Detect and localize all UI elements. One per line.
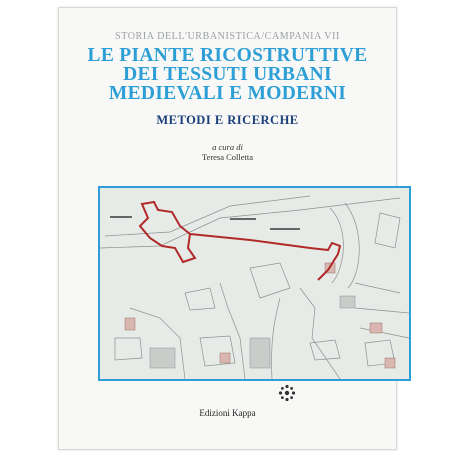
title-line-1: LE PIANTE RICOSTRUTTIVE [87,45,368,66]
title-line-2: DEI TESSUTI URBANI [123,64,332,85]
curator-label: a cura di [212,142,243,152]
map-drawing [100,188,409,379]
publisher-name: Edizioni Kappa [199,408,256,418]
map-illustration [98,186,411,381]
series-title: STORIA DELL'URBANISTICA/CAMPANIA VII [115,31,340,42]
book-cover [58,7,397,450]
publisher-logo-icon [278,384,296,402]
subtitle: METODI E RICERCHE [156,113,299,127]
title-line-3: MEDIEVALI E MODERNI [108,83,347,104]
curator-name: Teresa Colletta [201,152,254,162]
